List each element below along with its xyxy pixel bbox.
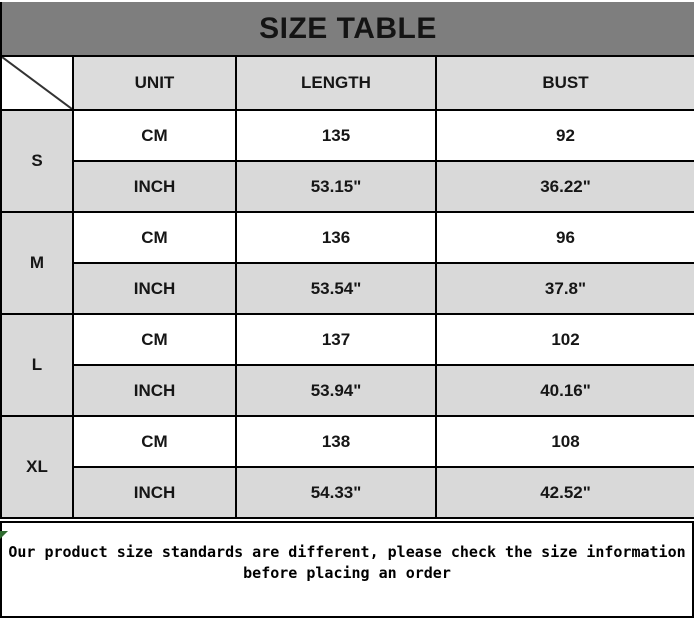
unit-cell: CM	[73, 110, 236, 161]
table-row	[1, 212, 694, 263]
green-triangle-artifact	[0, 531, 8, 539]
bust-cell: 36.22"	[436, 161, 694, 212]
note-line-2: before placing an order	[243, 564, 451, 582]
bust-cell: 102	[436, 314, 694, 365]
size-label-s: S	[1, 110, 73, 212]
bust-cell: 37.8"	[436, 263, 694, 314]
note-box	[0, 521, 694, 618]
length-cell: 54.33"	[236, 467, 436, 518]
column-header-length: LENGTH	[236, 56, 436, 110]
size-table	[0, 55, 694, 519]
note-line-1: Our product size standards are different, please check the size information	[8, 543, 686, 561]
table-row	[1, 467, 694, 518]
length-cell: 53.94"	[236, 365, 436, 416]
length-cell: 135	[236, 110, 436, 161]
length-cell: 138	[236, 416, 436, 467]
unit-cell: INCH	[73, 263, 236, 314]
table-row	[1, 416, 694, 467]
table-row	[1, 314, 694, 365]
diagonal-line-icon	[2, 57, 72, 109]
bust-cell: 108	[436, 416, 694, 467]
unit-cell: CM	[73, 314, 236, 365]
unit-cell: INCH	[73, 467, 236, 518]
unit-cell: INCH	[73, 365, 236, 416]
table-row	[1, 110, 694, 161]
column-header-bust: BUST	[436, 56, 694, 110]
bust-cell: 40.16"	[436, 365, 694, 416]
length-cell: 137	[236, 314, 436, 365]
bust-cell: 92	[436, 110, 694, 161]
length-cell: 136	[236, 212, 436, 263]
size-table-title: SIZE TABLE	[0, 2, 694, 55]
length-cell: 53.54"	[236, 263, 436, 314]
column-header-unit: UNIT	[73, 56, 236, 110]
bust-cell: 42.52"	[436, 467, 694, 518]
table-row	[1, 161, 694, 212]
unit-cell: CM	[73, 212, 236, 263]
size-label-m: M	[1, 212, 73, 314]
unit-cell: INCH	[73, 161, 236, 212]
length-cell: 53.15"	[236, 161, 436, 212]
unit-cell: CM	[73, 416, 236, 467]
bust-cell: 96	[436, 212, 694, 263]
size-label-l: L	[1, 314, 73, 416]
diagonal-header-cell	[1, 56, 73, 110]
table-row	[1, 263, 694, 314]
size-label-xl: XL	[1, 416, 73, 518]
table-row	[1, 365, 694, 416]
header-row	[1, 56, 694, 110]
